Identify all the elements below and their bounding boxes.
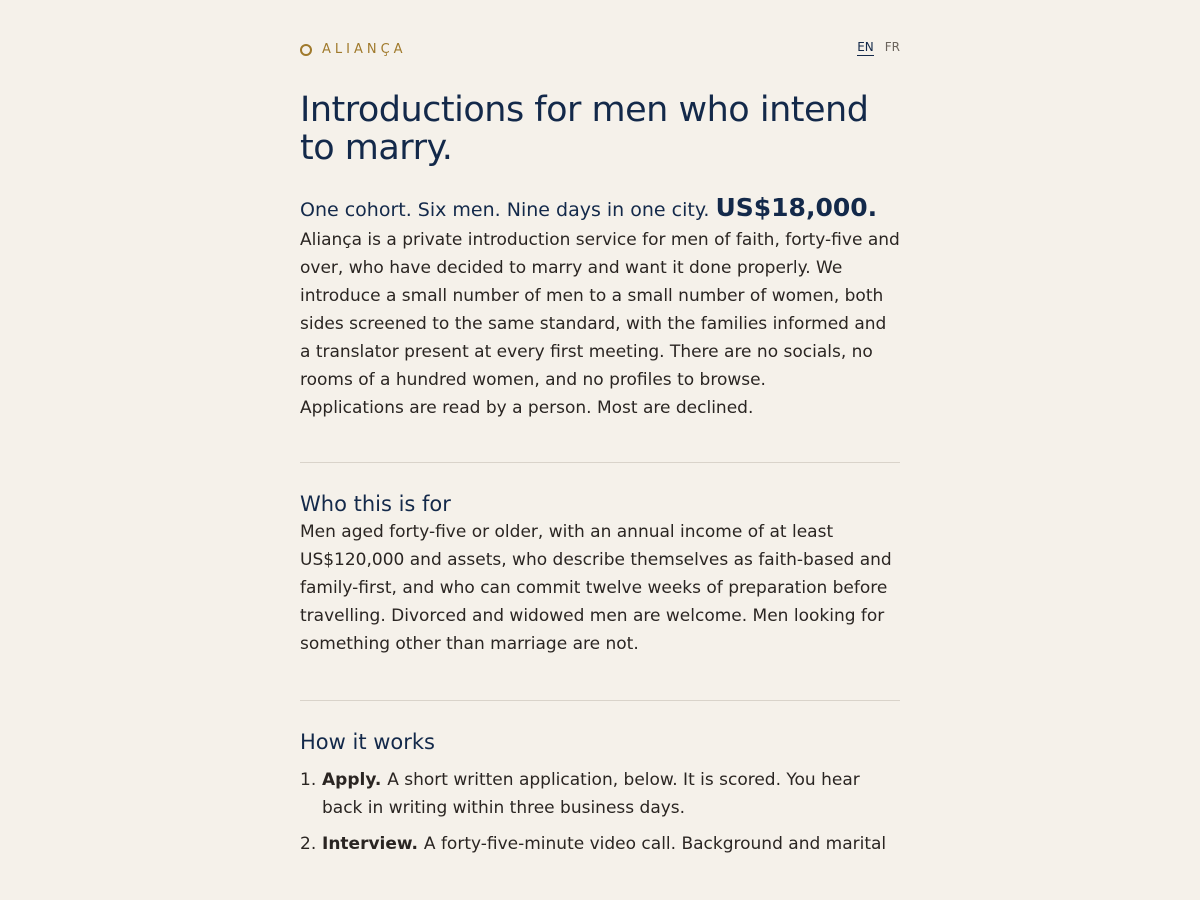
steps-list xyxy=(300,766,900,858)
section-divider xyxy=(300,700,900,701)
lang-fr-link[interactable]: FR xyxy=(884,40,900,54)
step-title: Interview. xyxy=(322,834,424,854)
lede xyxy=(300,192,900,226)
who-heading: Who this is for xyxy=(300,492,451,516)
step-number: 2. xyxy=(300,834,317,854)
step-item xyxy=(300,766,900,822)
step-number: 1. xyxy=(300,770,317,790)
page xyxy=(300,0,900,858)
brand-logo[interactable] xyxy=(300,42,407,57)
lede-text: One cohort. Six men. Nine days in one city. xyxy=(300,199,710,221)
language-switcher xyxy=(857,40,900,56)
step-item xyxy=(300,830,900,858)
step-title: Apply. xyxy=(322,770,388,790)
top-bar xyxy=(300,40,900,64)
intro-paragraph: Aliança is a private introduction service for men of faith, forty-five and over, who have decided to marry and want it done properly. We introduce a small number of men to a small number of women, both sides screened to the same standard, with the families informed and a translator present at every first meeting. There are no socials, no rooms of a hundred women, and no profiles to browse. xyxy=(300,230,900,390)
lang-en-link[interactable]: EN xyxy=(857,40,874,54)
brand-name: ALIANÇA xyxy=(322,42,407,57)
section-divider xyxy=(300,462,900,463)
who-paragraph: Men aged forty-five or older, with an annual income of at least US$120,000 and assets, who describe themselves as faith-based and family-first, and who can commit twelve weeks of preparation before travelling. Divorced and widowed men are welcome. Men looking for something other than marriage are not. xyxy=(300,522,892,654)
ring-icon xyxy=(300,44,312,56)
applications-note: Applications are read by a person. Most are declined. xyxy=(300,398,754,418)
step-text: A short written application, below. It is scored. You hear back in writing within three business days. xyxy=(322,770,860,818)
page-title: Introductions for men who intend to marry. xyxy=(300,90,869,168)
step-text: A forty-five-minute video call. Background and marital xyxy=(423,834,887,854)
how-heading: How it works xyxy=(300,730,435,754)
price: US$18,000. xyxy=(715,193,878,222)
